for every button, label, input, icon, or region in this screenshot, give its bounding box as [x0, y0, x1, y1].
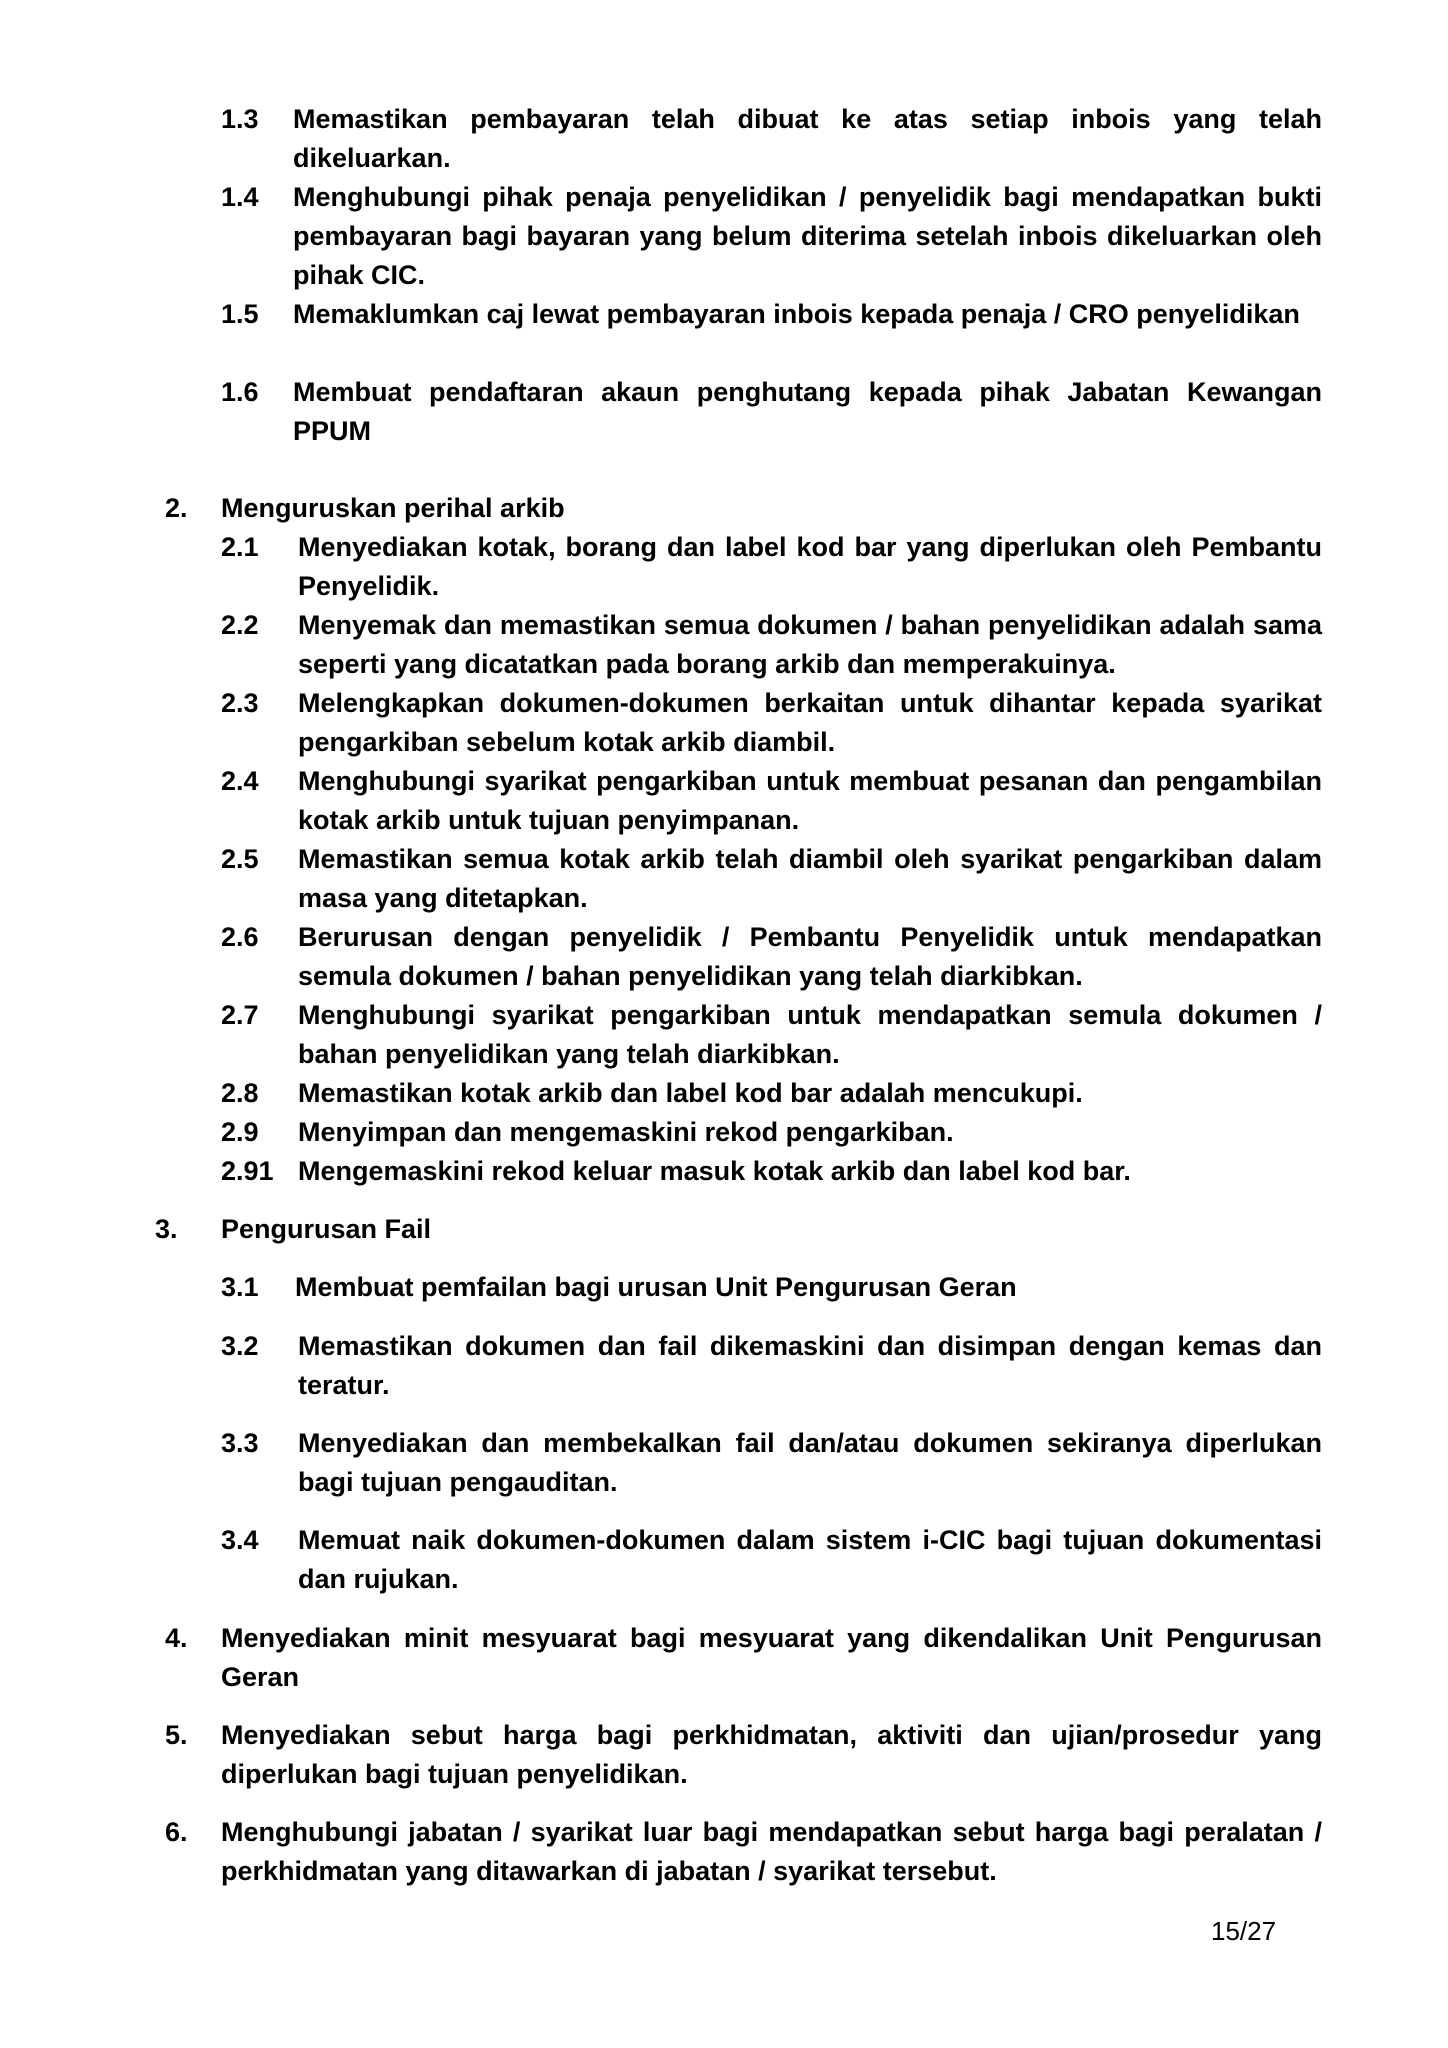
item-text: Memastikan pembayaran telah dibuat ke atas setiap inbois yang telah dikeluarkan. — [293, 104, 1322, 173]
item-text: Memuat naik dokumen-dokumen dalam sistem i-CIC bagi tujuan dokumentasi dan rujukan. — [298, 1525, 1322, 1594]
item-text: Menyediakan kotak, borang dan label kod bar yang diperlukan oleh Pembantu Penyelidik. — [298, 532, 1322, 601]
section-number: 2. — [165, 493, 188, 523]
item-number: 2.3 — [221, 688, 259, 718]
item-number: 2.1 — [221, 532, 259, 562]
section-number: 6. — [165, 1817, 188, 1847]
item-number: 1.4 — [221, 182, 259, 212]
item-text: Memastikan semua kotak arkib telah diambil oleh syarikat pengarkiban dalam masa yang ditetapkan. — [298, 844, 1322, 913]
item-number: 3.3 — [221, 1428, 259, 1458]
section-number: 4. — [165, 1623, 188, 1653]
item-number: 1.5 — [221, 299, 259, 329]
item-text: Memaklumkan caj lewat pembayaran inbois kepada penaja / CRO penyelidikan — [293, 299, 1300, 329]
section-text: Menyediakan minit mesyuarat bagi mesyuarat yang dikendalikan Unit Pengurusan Geran — [221, 1623, 1322, 1692]
section-text: Menyediakan sebut harga bagi perkhidmatan, aktiviti dan ujian/prosedur yang diperlukan bagi tujuan penyelidikan. — [221, 1720, 1322, 1789]
item-text: Membuat pemfailan bagi urusan Unit Pengurusan Geran — [295, 1272, 1017, 1302]
page-number: 15/27 — [1211, 1916, 1277, 1946]
item-text: Membuat pendaftaran akaun penghutang kepada pihak Jabatan Kewangan PPUM — [293, 377, 1322, 446]
item-text: Menghubungi pihak penaja penyelidikan / penyelidik bagi mendapatkan bukti pembayaran bagi bayaran yang belum diterima setelah inbois dikeluarkan oleh pihak CIC. — [293, 182, 1322, 290]
item-number: 2.2 — [221, 610, 259, 640]
section-number: 3. — [155, 1214, 178, 1244]
item-number: 1.6 — [221, 377, 259, 407]
section-text: Menghubungi jabatan / syarikat luar bagi mendapatkan sebut harga bagi peralatan / perkhidmatan yang ditawarkan di jabatan / syarikat tersebut. — [221, 1817, 1322, 1886]
item-text: Menyimpan dan mengemaskini rekod pengarkiban. — [298, 1117, 954, 1147]
item-text: Melengkapkan dokumen-dokumen berkaitan untuk dihantar kepada syarikat pengarkiban sebelum kotak arkib diambil. — [298, 688, 1322, 757]
item-number: 2.91 — [221, 1156, 274, 1186]
item-text: Mengemaskini rekod keluar masuk kotak arkib dan label kod bar. — [298, 1156, 1131, 1186]
item-text: Menyediakan dan membekalkan fail dan/atau dokumen sekiranya diperlukan bagi tujuan pengauditan. — [298, 1428, 1322, 1497]
item-text: Menyemak dan memastikan semua dokumen / bahan penyelidikan adalah sama seperti yang dicatatkan pada borang arkib dan memperakuinya. — [298, 610, 1322, 679]
item-number: 2.7 — [221, 1000, 259, 1030]
section-title: Pengurusan Fail — [221, 1214, 432, 1244]
item-text: Menghubungi syarikat pengarkiban untuk mendapatkan semula dokumen / bahan penyelidikan yang telah diarkibkan. — [298, 1000, 1322, 1069]
item-text: Memastikan dokumen dan fail dikemaskini dan disimpan dengan kemas dan teratur. — [298, 1331, 1322, 1400]
item-text: Menghubungi syarikat pengarkiban untuk membuat pesanan dan pengambilan kotak arkib untuk tujuan penyimpanan. — [298, 766, 1322, 835]
section-title: Menguruskan perihal arkib — [221, 493, 565, 523]
item-number: 2.4 — [221, 766, 259, 796]
item-number: 2.6 — [221, 922, 259, 952]
item-number: 2.8 — [221, 1078, 259, 1108]
item-text: Memastikan kotak arkib dan label kod bar adalah mencukupi. — [298, 1078, 1083, 1108]
item-number: 2.9 — [221, 1117, 259, 1147]
item-text: Berurusan dengan penyelidik / Pembantu Penyelidik untuk mendapatkan semula dokumen / bahan penyelidikan yang telah diarkibkan. — [298, 922, 1322, 991]
item-number: 2.5 — [221, 844, 259, 874]
item-number: 3.1 — [221, 1272, 259, 1302]
section-number: 5. — [165, 1720, 188, 1750]
item-number: 1.3 — [221, 104, 259, 134]
item-number: 3.2 — [221, 1331, 259, 1361]
item-number: 3.4 — [221, 1525, 259, 1555]
